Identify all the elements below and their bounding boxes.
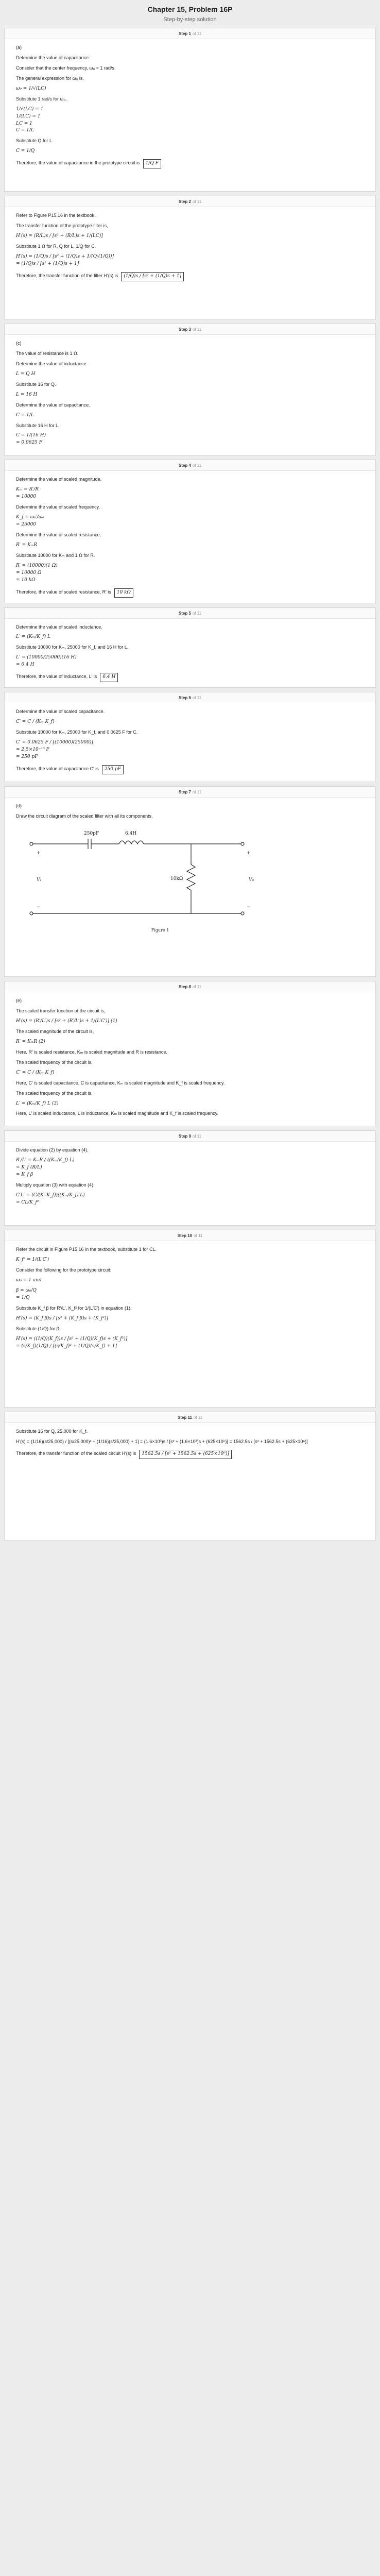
solution-text: The general expression for ω₀ is,	[16, 75, 84, 81]
step-header	[5, 1230, 375, 1241]
equation: C = 1/Q	[16, 148, 35, 154]
equation: H′(s) = ((1/Q)(K_f))s / [s² + (1/Q)(K_f)s + (K_f²)] = (s/K_f)(1/Q) / [(s/K_f)² + (1/Q)(s/K_f) + 1]	[16, 1336, 128, 1349]
capacitor-label: 250pF	[84, 831, 99, 836]
conclusion	[16, 159, 369, 168]
step-card	[4, 1230, 376, 1408]
solution-text: (d)	[16, 803, 22, 809]
conclusion	[16, 765, 369, 774]
solution-text: Determine the value of capacitance.	[16, 55, 90, 60]
equation: β = ω₀/Q = 1/Q	[16, 1288, 37, 1301]
step-count: of 11	[192, 985, 202, 990]
conclusion-text: Therefore, the value of capacitance C′ is	[16, 766, 99, 771]
step-count: of 11	[192, 696, 202, 701]
page-header	[0, 0, 380, 26]
solution-text: The transfer function of the prototype filter is,	[16, 223, 108, 228]
conclusion	[16, 673, 369, 682]
boxed-answer: 1/Q F	[143, 159, 161, 168]
step-count: of 11	[192, 463, 202, 468]
solution-text: Determine the value of scaled inductance.	[16, 624, 102, 630]
solution-text: Multiply equation (3) with equation (4).	[16, 1182, 95, 1188]
step-header	[5, 787, 375, 798]
solution-text: Determine the value of scaled magnitude.	[16, 477, 102, 482]
equation: H′(s) = (K_f β)s / [s² + (K_f β)s + (K_f²)]	[16, 1315, 109, 1321]
boxed-answer: 6.4 H	[100, 673, 118, 682]
step-label: Step 11	[177, 1415, 192, 1420]
equation: L = Q H	[16, 371, 36, 377]
solution-text: Draw the circuit diagram of the scaled filter with all its components.	[16, 814, 153, 819]
solution-text: The scaled transfer function of the circuit is,	[16, 1008, 106, 1014]
solution-text: Determine the value of inductance.	[16, 361, 88, 366]
solution-text: Substitute 10000 for Kₘ, 25000 for K_f, and 0.0625 F for C.	[16, 730, 138, 735]
boxed-answer: 1562.5s / [s² + 1562.5s + (625×10⁶)]	[139, 1450, 232, 1459]
circuit-svg	[16, 823, 304, 926]
output-voltage-label: V₀	[249, 877, 254, 883]
step-count: of 11	[192, 327, 202, 332]
conclusion-text: Therefore, the transfer function of the filter H′(s) is	[16, 273, 118, 278]
equation: H′(s) = (R/L)s / [s² + (R/L)s + 1/(LC)]	[16, 233, 103, 239]
step-count: of 11	[192, 31, 202, 36]
step-label: Step 10	[177, 1233, 193, 1239]
step-label: Step 2	[178, 199, 191, 204]
input-voltage-label: Vᵢ	[37, 877, 41, 883]
step-card	[4, 196, 376, 319]
solution-text: Substitute 10000 for Kₘ and 1 Ω for R.	[16, 552, 95, 558]
equation: C = 1/L	[16, 412, 34, 418]
equation: C′L′ = (C/(KₘK_f))((Kₘ/K_f) L) = CL/K_f²	[16, 1193, 85, 1205]
solution-text: Determine the value of scaled capacitance.	[16, 709, 105, 715]
step-header	[5, 1412, 375, 1423]
solution-text: Determine the value of capacitance.	[16, 402, 90, 408]
solution-text: The scaled magnitude of the circuit is,	[16, 1028, 94, 1034]
step-header	[5, 196, 375, 207]
solution-text: Substitute Q for L.	[16, 138, 54, 144]
step-card	[4, 607, 376, 688]
step-count: of 11	[192, 1134, 202, 1139]
step-header	[5, 608, 375, 619]
step-body	[5, 992, 375, 1126]
solution-text: The scaled frequency of the circuit is,	[16, 1090, 93, 1096]
solution-text: Consider the following for the prototype circuit:	[16, 1267, 112, 1273]
solution-text: Substitute 16 for Q.	[16, 381, 56, 387]
step-header	[5, 460, 375, 471]
step-body	[5, 703, 375, 779]
step-header	[5, 981, 375, 992]
solution-text: The value of resistance is 1 Ω.	[16, 350, 79, 356]
solution-text: Substitute 1 rad/s for ω₀.	[16, 96, 67, 101]
step-header	[5, 28, 375, 39]
step-header	[5, 692, 375, 703]
step-count: of 11	[192, 199, 202, 204]
step-label: Step 9	[178, 1134, 191, 1139]
conclusion-text: Therefore, the value of inductance, L′ is	[16, 674, 97, 680]
solution-text: H′(s) = (1/16)(s/25,000) / [(s/25,000)² + (1/16)(s/25,000) + 1] = (1.6×10³)s / [s² + (1.6×10³)s + (625×10⁶)] = 1562.5s / [s² + 1562.5s + (625×10⁶)]	[16, 1439, 308, 1445]
step-card	[4, 28, 376, 192]
step-card	[4, 1412, 376, 1540]
step-body	[5, 1142, 375, 1215]
solution-text: (e)	[16, 998, 22, 1004]
step-card	[4, 460, 376, 603]
equation: C′ = C / (Kₘ K_f)	[16, 719, 55, 725]
equation: H′(s) = (1/Q)s / [s² + (1/Q)s + 1/(Q·(1/Q))] = (1/Q)s / [s² + (1/Q)s + 1]	[16, 253, 114, 266]
solution-text: Substitute 1 Ω for R, Q for L, 1/Q for C.	[16, 243, 96, 249]
step-count: of 11	[192, 790, 202, 795]
step-header	[5, 324, 375, 335]
step-card	[4, 786, 376, 977]
solution-steps	[0, 26, 380, 1550]
solution-text: Consider that the center frequency, ω₀ = 1 rad/s.	[16, 65, 116, 71]
circuit-diagram	[16, 823, 369, 934]
solution-text: Refer to Figure P15.16 in the textbook.	[16, 213, 96, 218]
solution-text: Refer the circuit in Figure P15.16 in the textbook, substitute 1 for CL.	[16, 1247, 157, 1252]
equation: R′/L′ = KₘR / ((Kₘ/K_f) L) = K_f (R/L) = K_f β	[16, 1158, 75, 1178]
step-body	[5, 471, 375, 602]
boxed-answer: 10 kΩ	[114, 588, 133, 598]
output-plus-sign: +	[247, 851, 251, 856]
solution-text: Substitute 16 H for L.	[16, 422, 60, 428]
equation: K_f = ω₀′/ω₀ = 25000	[16, 515, 44, 527]
step-card	[4, 692, 376, 782]
equation: L = 16 H	[16, 392, 38, 397]
equation: C′ = 0.0625 F / [(10000)(25000)] = 2.5×10⁻¹⁰ F = 250 pF	[16, 739, 93, 759]
page-title: Chapter 15, Problem 16P	[147, 5, 233, 13]
equation: R′ = (10000)(1 Ω) = 10000 Ω = 10 kΩ	[16, 563, 58, 583]
step-body	[5, 335, 375, 455]
step-label: Step 6	[178, 696, 191, 701]
conclusion	[16, 1450, 369, 1459]
step-body	[5, 1241, 375, 1358]
equation: L′ = (Kₘ/K_f) L (3)	[16, 1100, 59, 1106]
equation: R′ = KₘR	[16, 542, 38, 548]
equation: R′ = KₘR (2)	[16, 1039, 45, 1044]
step-label: Step 3	[178, 327, 191, 332]
step-card	[4, 324, 376, 455]
output-minus-sign: −	[247, 905, 251, 910]
solution-text: Determine the value of scaled resistance.	[16, 532, 101, 537]
solution-text: Substitute 10000 for Kₘ, 25000 for K_f, and 16 H for L.	[16, 645, 129, 650]
equation: 1/√(LC) = 1 1/(LC) = 1 LC = 1 C = 1/L	[16, 106, 44, 133]
step-card	[4, 981, 376, 1126]
solution-text: (a)	[16, 45, 22, 50]
inductor-label: 6.4H	[125, 831, 137, 836]
solution-text: Substitute 16 for Q, 25,000 for K_f.	[16, 1429, 88, 1434]
conclusion-text: Therefore, the transfer function of the scaled circuit H′(s) is	[16, 1451, 136, 1456]
equation: C = 1/(16 H) = 0.0625 F	[16, 433, 46, 446]
page-subtitle: Step-by-step solution	[163, 16, 217, 23]
solution-text: The scaled frequency of the circuit is,	[16, 1059, 93, 1065]
solution-text: Substitute (1/Q) for β.	[16, 1326, 61, 1331]
equation: Kₘ = R′/R = 10000	[16, 487, 39, 500]
equation: ω₀ = 1 and	[16, 1278, 42, 1283]
solution-text: Determine the value of scaled frequency.	[16, 504, 100, 510]
step-body	[5, 207, 375, 286]
solution-text: Substitute K_f β for R′/L′, K_f² for 1/(L′C′) in equation (1).	[16, 1306, 132, 1311]
step-body	[5, 619, 375, 688]
equation: H′(s) = (R′/L′)s / [s² + (R′/L′)s + 1/(L′C′)] (1)	[16, 1019, 117, 1024]
boxed-answer: (1/Q)s / [s² + (1/Q)s + 1]	[121, 272, 184, 281]
step-count: of 11	[193, 1415, 203, 1420]
step-card	[4, 1130, 376, 1226]
step-count: of 11	[192, 611, 202, 616]
step-body	[5, 798, 375, 941]
solution-text: (c)	[16, 341, 22, 346]
input-minus-sign: −	[37, 905, 41, 910]
conclusion-text: Therefore, the value of scaled resistance, R′ is	[16, 589, 111, 595]
resistor-label: 10kΩ	[170, 876, 183, 882]
figure-caption: Figure 1	[151, 928, 169, 933]
step-label: Step 7	[178, 790, 191, 795]
conclusion	[16, 588, 369, 598]
step-label: Step 5	[178, 611, 191, 616]
equation: ω₀ = 1/√(LC)	[16, 86, 46, 91]
solution-text: Here, R′ is scaled resistance, Kₘ is scaled magnitude and R is resistance.	[16, 1049, 167, 1055]
conclusion-text: Therefore, the value of capacitance in the prototype circuit is	[16, 160, 140, 166]
step-label: Step 8	[178, 985, 191, 990]
input-plus-sign: +	[37, 851, 41, 856]
step-body	[5, 39, 375, 174]
step-body	[5, 1423, 375, 1464]
equation: C′ = C / (Kₘ K_f)	[16, 1070, 55, 1075]
equation: L′ = (Kₘ/K_f) L	[16, 634, 50, 640]
solution-text: Here, C′ is scaled capacitance, C is capacitance, Kₘ is scaled magnitude and K_f is scaled frequency.	[16, 1080, 225, 1086]
equation: L′ = (10000/25000)(16 H) = 6.4 H	[16, 655, 77, 668]
step-label: Step 4	[178, 463, 191, 468]
solution-text: Divide equation (2) by equation (4).	[16, 1147, 89, 1153]
step-header	[5, 1131, 375, 1142]
solution-text: Here, L′ is scaled inductance, L is inductance, Kₘ is scaled magnitude and K_f is scaled frequency.	[16, 1111, 219, 1116]
step-count: of 11	[194, 1233, 203, 1239]
conclusion	[16, 272, 369, 281]
step-label: Step 1	[178, 31, 191, 36]
equation: K_f² = 1/(L′C′)	[16, 1257, 49, 1263]
boxed-answer: 250 pF	[102, 765, 124, 774]
